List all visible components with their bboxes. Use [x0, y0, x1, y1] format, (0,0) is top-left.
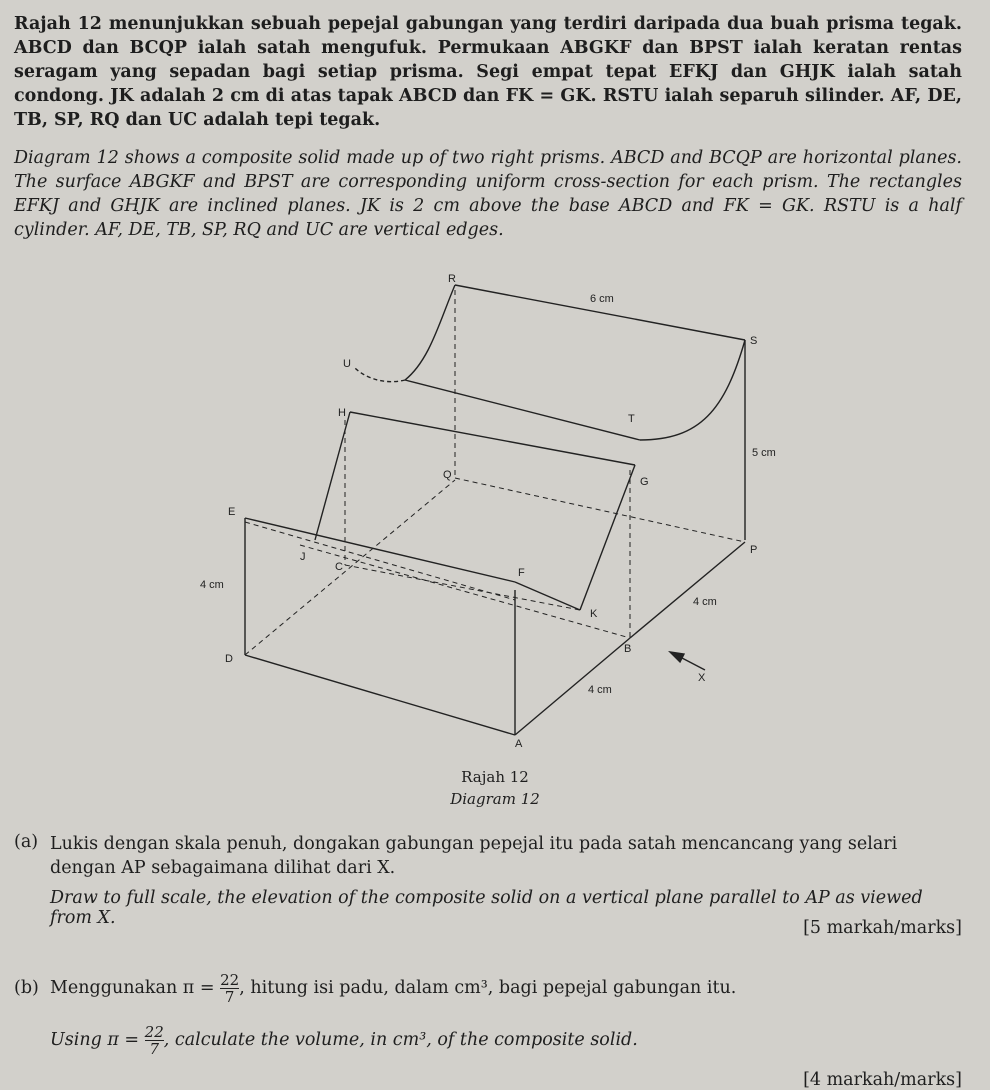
label-s: S [750, 335, 758, 347]
dim-4cm-bp: 4 cm [693, 596, 717, 608]
curve-hidden [355, 368, 405, 382]
intro-english: Diagram 12 shows a composite solid made up of two right prisms. ABCD and BCQP are horizontal planes. The surface ABGKF and BPST are corresponding uniform cross-section for each prism. The rectangles EFKJ and GHJK are inclined planes. JK is 2 cm above the base ABCD and FK = GK. RSTU is a half cylinder. AF, DE, TB, SP, RQ and UC are vertical edges. [14, 148, 962, 240]
curve-st [640, 340, 745, 440]
qa-marks: [5 markah/marks] [803, 918, 962, 938]
dim-6cm: 6 cm [590, 293, 614, 305]
view-arrow [682, 658, 705, 670]
edge-da [245, 655, 515, 735]
label-t: T [628, 413, 635, 425]
edge-ut [405, 380, 640, 440]
edge-bp [630, 542, 745, 638]
label-h: H [338, 407, 346, 419]
label-r: R [448, 273, 456, 285]
edge-ef [245, 518, 515, 582]
label-g: G [640, 476, 649, 488]
caption-malay: Rajah 12 [461, 768, 529, 786]
dim-4cm-ab: 4 cm [588, 684, 612, 696]
label-e: E [228, 506, 236, 518]
edge-gk [580, 465, 635, 610]
label-d: D [225, 653, 233, 665]
label-c: C [335, 561, 343, 573]
curve-ru [405, 285, 455, 380]
qb-label: (b) [14, 978, 39, 998]
label-k: K [590, 608, 598, 620]
qb-malay: Menggunakan π = $\frac{22}{7}$ , hitung isi padu, dalam cm³, bagi pepejal gabungan itu. [50, 971, 737, 1006]
caption-english: Diagram 12 [450, 790, 540, 808]
label-f: F [518, 567, 525, 579]
qb-english: Using π = $\frac{22}{7}$ , calculate the volume, in cm³, of the composite solid. [50, 1023, 638, 1058]
edge-ab [515, 638, 630, 735]
label-u: U [343, 358, 351, 370]
label-q: Q [443, 469, 452, 481]
dim-4cm-left: 4 cm [200, 579, 224, 591]
label-j: J [300, 551, 306, 563]
edge-fk [515, 582, 580, 610]
label-a: A [515, 738, 523, 750]
label-b: B [624, 643, 632, 655]
dim-5cm: 5 cm [752, 447, 776, 459]
intro-malay: Rajah 12 menunjukkan sebuah pepejal gabungan yang terdiri daripada dua buah prisma tegak. ABCD dan BCQP ialah satah mengufuk. Permukaan ABGKF dan BPST ialah keratan rentas seragam yang sepadan bagi setiap prisma. Segi empat tepat EFKJ dan GHJK ialah satah condong. JK adalah 2 cm di atas tapak ABCD dan FK = GK. RSTU ialah separuh silinder. AF, DE, TB, SP, RQ dan UC adalah tepi tegak. [14, 14, 962, 130]
diagram-12 [0, 260, 990, 760]
label-x: X [698, 672, 706, 684]
qa-english: Draw to full scale, the elevation of the composite solid on a vertical plane parallel to AP as viewed from X. [50, 888, 923, 928]
edge-hg [350, 412, 635, 465]
qa-label: (a) [14, 832, 39, 852]
qb-marks: [4 markah/marks] [803, 1070, 962, 1090]
qa-malay: Lukis dengan skala penuh, dongakan gabungan pepejal itu pada satah mencancang yang selari dengan AP sebagaimana dilihat dari X. [50, 834, 898, 878]
label-p: P [750, 544, 758, 556]
